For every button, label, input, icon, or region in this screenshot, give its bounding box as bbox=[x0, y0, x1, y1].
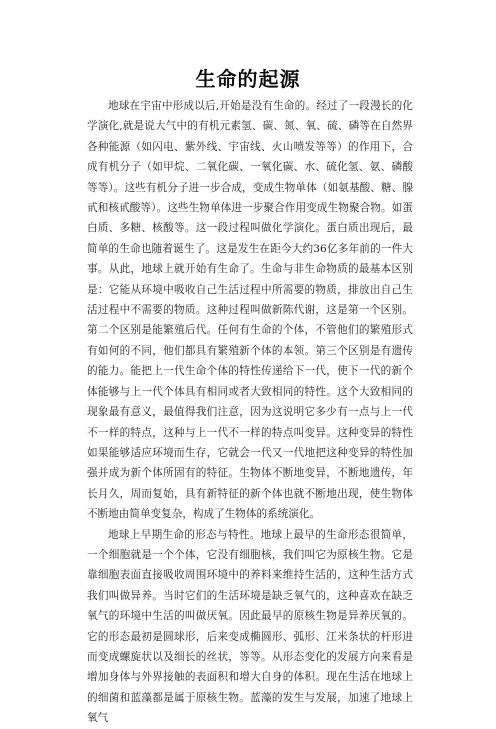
document-body bbox=[87, 96, 413, 729]
paragraph-origin-of-life: 地球在宇宙中形成以后,开始是没有生命的。经过了一段漫长的化学演化,就是说大气中的有机元素氢、碳、氮、氧、硫、磷等在自然界各种能源（如闪电、紫外线、宇宙线、火山喷发等等）的作用下，合成有机分子（如甲烷、二氧化碳、一氧化碳、水、硫化氢、氨、磷酸等等）。这些有机分子进一步合成，变成生物单体（如氨基酸、糖、腺甙和核甙酸等）。这些生物单体进一步聚合作用变成生物聚合物。如蛋白质、多糖、核酸等。这一段过程叫做化学演化。蛋白质出现后，最简单的生命也随着诞生了。这是发生在距今大约36亿多年前的一件大事。从此，地球上就开始有生命了。生命与非生命物质的最基本区别是：它能从环境中吸收自己生活过程中所需要的物质，排放出自己生活过程中不需要的物质。这种过程叫做新陈代谢，这是第一个区别。第二个区别是能繁殖后代。任何有生命的个体，不管他们的繁殖形式有如何的不同，他们都具有繁殖新个体的本领。第三个区别是有遗传的能力。能把上一代生命个体的特性传递给下一代，使下一代的新个体能够与上一代个体具有相同或者大致相同的特性。这个大致相同的现象最有意义，最值得我们注意，因为这说明它多少有一点与上一代不一样的特点，这种与上一代不一样的特点叫变异。这种变异的特性如果能够适应环境而生存，它就会一代又一代地把这种变异的特性加强并成为新个体所固有的特征。生物体不断地变异，不断地遗传，年长月久，周而复始，具有新特征的新个体也就不断地出现，使生物体不断地由简单变复杂，构成了生物体的系统演化。 bbox=[87, 100, 413, 521]
document-title: 生命的起源 bbox=[195, 67, 301, 91]
paragraph-early-life-forms: 地球上早期生命的形态与特性。地球上最早的生命形态很简单，一个细胞就是一个个体，它没有细胞核，我们叫它为原核生物。它是靠细胞表面直接吸收周围环境中的养料来维持生活的，这种生活方式我们叫做异养。当时它们的生活环境是缺乏氧气的，这种喜欢在缺乏氧气的环境中生活的叫做厌氧。因此最早的原核生物是异养厌氧的。它的形态最初是圆球形，后来变成椭圆形、弧形、江米条状的杆形进而变成螺旋状以及细长的丝状，等等。从形态变化的发展方向来看是增加身体与外界接触的表面积和增大自身的体积。现在生活在地球上的细菌和蓝藻都是属于原核生物。蓝藻的发生与发展，加速了地球上氧气 bbox=[87, 528, 413, 725]
